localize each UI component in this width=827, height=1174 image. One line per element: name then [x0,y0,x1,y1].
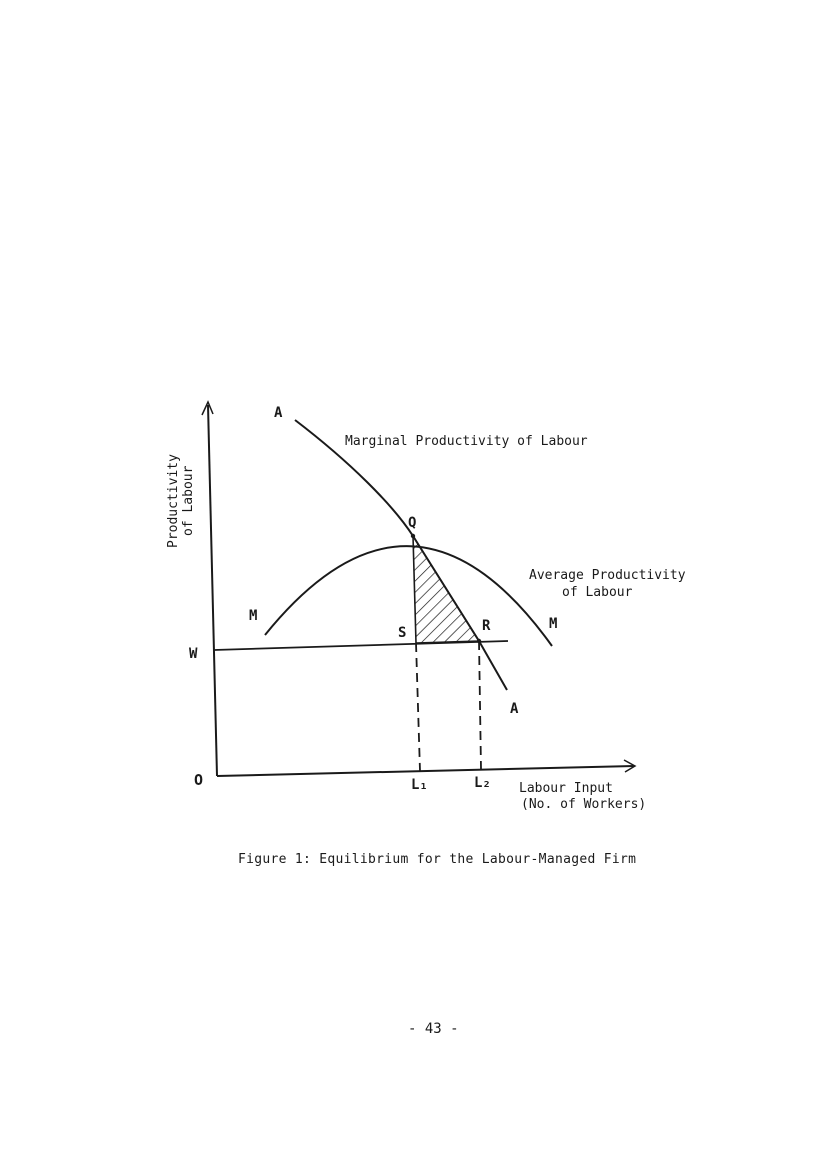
curve-m-label-left: M [249,608,258,624]
x-axis [217,766,634,776]
curve-m-label-right: M [549,616,558,632]
page-number: - 43 - [408,1021,459,1037]
wage-line [214,641,508,650]
origin-label: O [194,771,204,789]
l2-label: L₂ [474,775,491,791]
average-curve-label-line2: of Labour [562,585,633,600]
figure-caption: Figure 1: Equilibrium for the Labour-Managed Firm [238,852,637,867]
marginal-productivity-curve [295,420,507,690]
average-productivity-curve [265,546,552,646]
marginal-curve-label: Marginal Productivity of Labour [345,434,588,449]
y-axis-label-line1: Productivity [166,454,181,548]
l1-label: L₁ [411,777,428,793]
x-axis-label-line2: (No. of Workers) [521,797,647,812]
curve-a-label-top: A [274,405,283,421]
wage-label: W [189,646,198,662]
l1-dashed-line [416,643,420,771]
curve-a-label-bottom: A [510,701,519,717]
x-axis-label-line1: Labour Input [519,781,613,796]
point-s-label: S [398,625,407,641]
l2-dashed-line [479,641,481,769]
y-axis [208,405,217,776]
average-curve-label-line1: Average Productivity [529,568,686,583]
point-r-marker [477,639,481,643]
point-r-label: R [482,618,491,634]
y-axis-label-line2: of Labour [181,465,196,536]
point-q-label: Q [408,515,417,531]
point-q-marker [411,534,415,538]
